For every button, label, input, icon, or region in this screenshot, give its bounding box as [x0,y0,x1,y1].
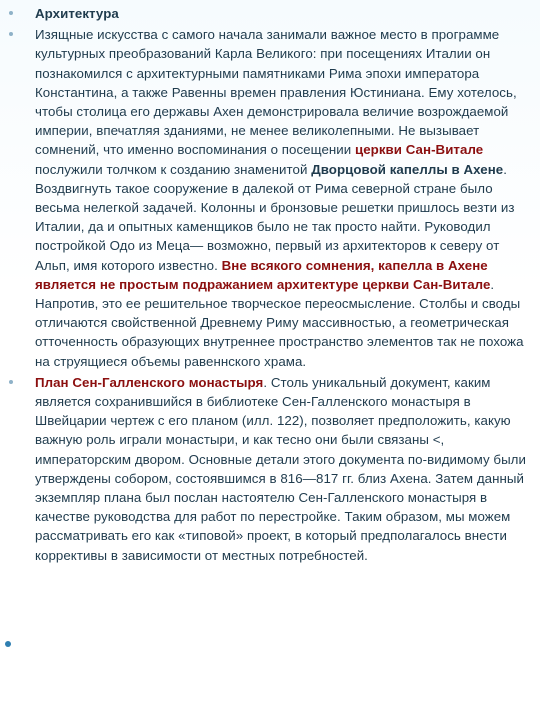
text-segment: . Воздвигнуть такое сооружение в далекой от Рима северной стране было весьма нелегкой задачей. Колонны и бронзовые решетки пришлось везти из Италии, да и опытных каменщиков было не так просто найти. Руководил постройкой Одо из Меца— возможно, первый из архитекторов к северу от Альп, имя которого известно. [35,161,515,273]
text-segment: послужили толчком к созданию знаменитой [35,161,312,177]
text-segment: . Напротив, это ее решительное творческое переосмысление. Столбы и своды отличаются свойственной Древнему Риму массивностью, а геометрическая отточенность образующих внутреннее пространство элементов так не похожа на струящиеся объемы равеннского храма. [35,276,524,369]
bullet-dot-icon [9,380,13,384]
highlighted-text-segment: Вне всякого сомнения, капелла в Ахене является не простым подражанием архитектуре церкви Сан-Витале [35,257,491,292]
highlighted-text-segment: План Сен-Галленского монастыря [35,374,264,390]
bullet-item-architecture [0,4,540,23]
bullet-dot-icon [9,11,13,15]
empty-bullet-icon [5,641,11,647]
highlighted-text-segment: церкви Сан-Витале [355,142,484,158]
bullet-text [35,6,119,21]
bullet-dot-icon [9,32,13,36]
bullet-text [35,375,526,563]
bullet-text [35,27,524,368]
bullet-list [0,4,540,565]
bullet-item-aachen-chapel [0,25,540,371]
bullet-item-st-gall-plan [0,373,540,565]
text-segment: Изящные искусства с самого начала занимали важное место в программе культурных преобразований Карла Великого: при посещениях Италии он познакомился с архитектурными памятниками Рима эпохи императора Константина, а также Равенны времен правления Юстиниана. Ему хотелось, чтобы столица его державы Ахен демонстрировала величие возрождаемой империи, впечатляя зданиями, не менее великолепными. Не вызывает сомнений, что именно воспоминания о посещении [35,27,517,158]
highlighted-text-segment: Дворцовой капеллы в Ахене [311,161,504,177]
highlighted-text-segment: Архитектура [35,6,119,21]
text-segment: . Столь уникальный документ, каким является сохранившийся в библиотеке Сен-Галленского монастыря в Швейцарии чертеж с его планом (илл. 122), позволяет предположить, какую важную роль играли монастыри, и как тесно они были связаны <, императорским двором. Основные детали этого документа по-видимому были утверждены собором, состоявшимся в 816—817 гг. близ Ахена. Затем данный экземпляр плана был послан настоятелю Сен-Галленского монастыря в качестве руководства для работ по перестройке. Таким образом, мы можем рассматривать его как «типовой» проект, в который предполагалось внести коррективы в зависимости от местных потребностей. [35,374,526,563]
